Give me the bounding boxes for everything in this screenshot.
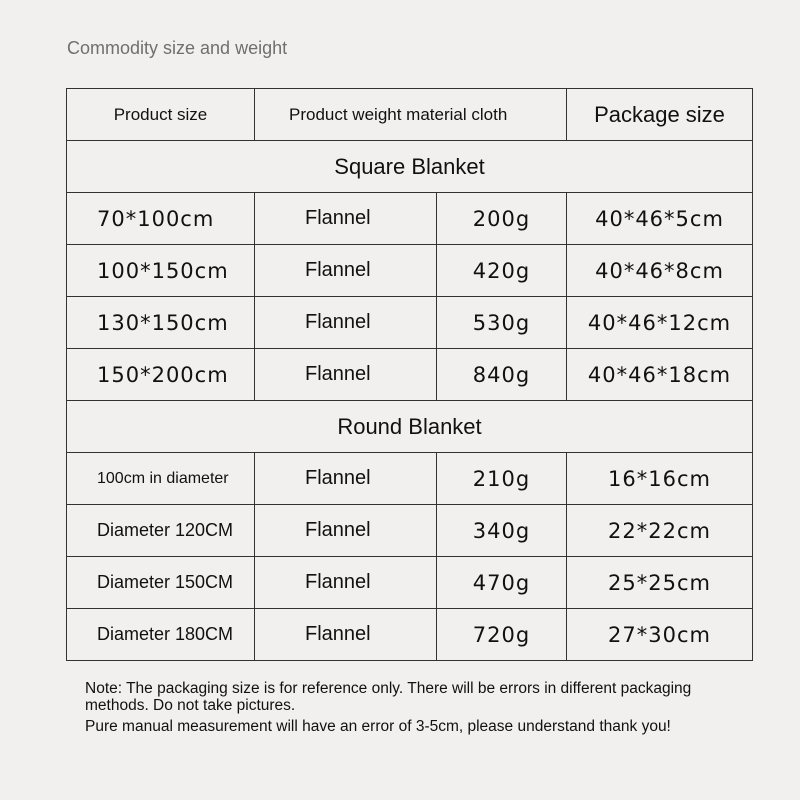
cell-package: 40*46*12cm xyxy=(567,297,753,349)
cell-weight: 420g xyxy=(437,245,567,297)
table-row xyxy=(67,297,753,349)
cell-size: 100cm in diameter xyxy=(67,453,255,505)
cell-weight: 530g xyxy=(437,297,567,349)
cell-material: Flannel xyxy=(255,245,437,297)
note-packaging: Note: The packaging size is for reference only. There will be errors in different packaging methods. Do not take pictures. xyxy=(85,680,692,714)
cell-weight: 200g xyxy=(437,193,567,245)
cell-material: Flannel xyxy=(255,609,437,661)
cell-material: Flannel xyxy=(255,297,437,349)
cell-size: Diameter 150CM xyxy=(67,557,255,609)
cell-size: 70*100cm xyxy=(67,193,255,245)
cell-size: 100*150cm xyxy=(67,245,255,297)
cell-weight: 340g xyxy=(437,505,567,557)
section-title: Round Blanket xyxy=(67,401,753,453)
cell-package: 40*46*18cm xyxy=(567,349,753,401)
table-row xyxy=(67,349,753,401)
table-row xyxy=(67,609,753,661)
section-title: Square Blanket xyxy=(67,141,753,193)
cell-size: Diameter 180CM xyxy=(67,609,255,661)
cell-size: Diameter 120CM xyxy=(67,505,255,557)
note-measurement: Pure manual measurement will have an error of 3-5cm, please understand thank you! xyxy=(85,718,671,735)
cell-weight: 470g xyxy=(437,557,567,609)
header-row xyxy=(67,89,753,141)
table-row xyxy=(67,245,753,297)
cell-material: Flannel xyxy=(255,349,437,401)
section-row-square xyxy=(67,141,753,193)
header-product-weight-material: Product weight material cloth xyxy=(255,89,567,141)
page-title: Commodity size and weight xyxy=(67,38,288,58)
cell-size: 150*200cm xyxy=(67,349,255,401)
cell-size: 130*150cm xyxy=(67,297,255,349)
table-row xyxy=(67,193,753,245)
notes-block xyxy=(85,680,745,739)
cell-weight: 840g xyxy=(437,349,567,401)
table-row xyxy=(67,557,753,609)
size-weight-table xyxy=(66,88,753,661)
header-product-size: Product size xyxy=(67,89,255,141)
cell-weight: 720g xyxy=(437,609,567,661)
cell-package: 40*46*5cm xyxy=(567,193,753,245)
cell-package: 27*30cm xyxy=(567,609,753,661)
cell-material: Flannel xyxy=(255,505,437,557)
cell-material: Flannel xyxy=(255,193,437,245)
header-package-size: Package size xyxy=(567,89,753,141)
table-row xyxy=(67,453,753,505)
section-row-round xyxy=(67,401,753,453)
cell-package: 40*46*8cm xyxy=(567,245,753,297)
cell-package: 22*22cm xyxy=(567,505,753,557)
cell-package: 16*16cm xyxy=(567,453,753,505)
cell-package: 25*25cm xyxy=(567,557,753,609)
cell-material: Flannel xyxy=(255,557,437,609)
cell-material: Flannel xyxy=(255,453,437,505)
table-row xyxy=(67,505,753,557)
cell-weight: 210g xyxy=(437,453,567,505)
